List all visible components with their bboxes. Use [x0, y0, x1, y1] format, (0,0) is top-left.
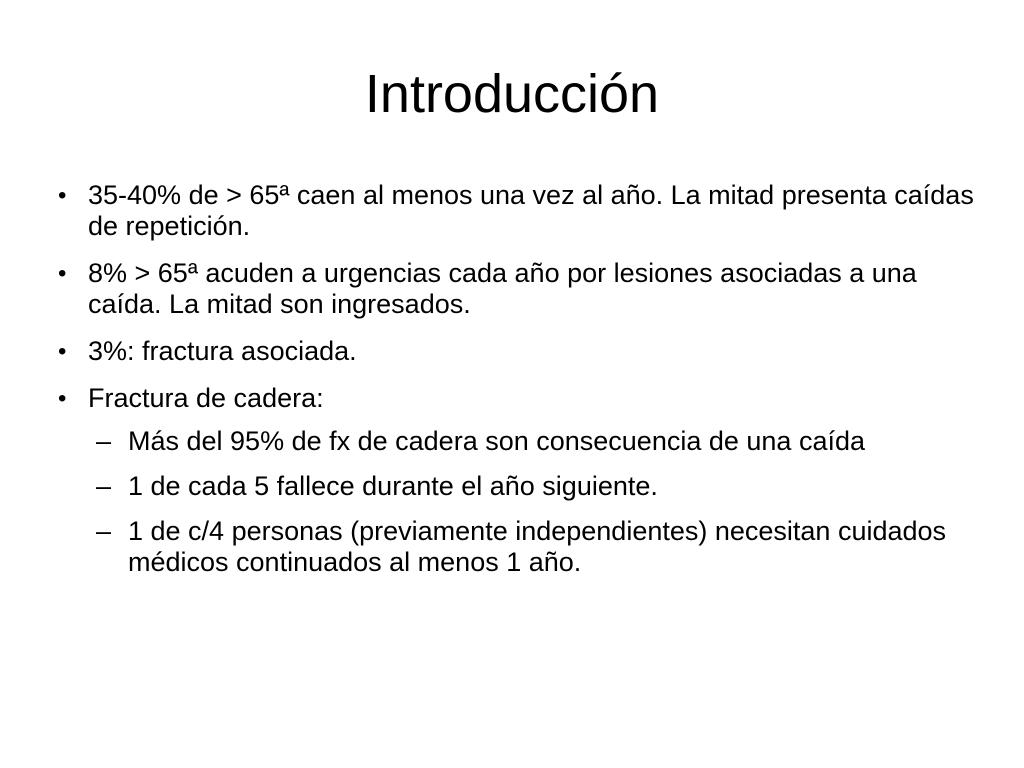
bullet-marker: •: [58, 182, 67, 209]
sub-bullet-item: [56, 426, 996, 457]
sub-bullet-marker: –: [96, 471, 112, 501]
bullet-item: [56, 258, 996, 320]
bullet-item: [56, 336, 996, 367]
bullet-marker: •: [58, 260, 67, 287]
sub-bullet-marker: –: [96, 426, 112, 456]
sub-bullet-text: 1 de cada 5 fallece durante el año siguiente.: [128, 471, 658, 501]
sub-bullet-item: [56, 471, 996, 502]
bullet-marker: •: [58, 338, 67, 365]
sub-bullet-item: [56, 516, 996, 578]
bullet-item: [56, 383, 996, 414]
sub-bullet-text: Más del 95% de fx de cadera son consecuencia de una caída: [128, 426, 865, 456]
bullet-text: 3%: fractura asociada.: [88, 336, 357, 366]
slide-content: [56, 180, 996, 592]
bullet-text: Fractura de cadera:: [88, 383, 324, 413]
bullet-text: 8% > 65ª acuden a urgencias cada año por lesiones asociadas a una caída. La mitad son ingresados.: [88, 258, 917, 319]
bullet-marker: •: [58, 385, 67, 412]
bullet-text: 35-40% de > 65ª caen al menos una vez al año. La mitad presenta caídas de repetición.: [88, 180, 974, 241]
sub-bullet-text: 1 de c/4 personas (previamente independientes) necesitan cuidados médicos continuados al menos 1 año.: [128, 516, 947, 577]
bullet-item: [56, 180, 996, 242]
slide-title: Introducción: [364, 64, 660, 124]
sub-bullet-marker: –: [96, 516, 112, 546]
